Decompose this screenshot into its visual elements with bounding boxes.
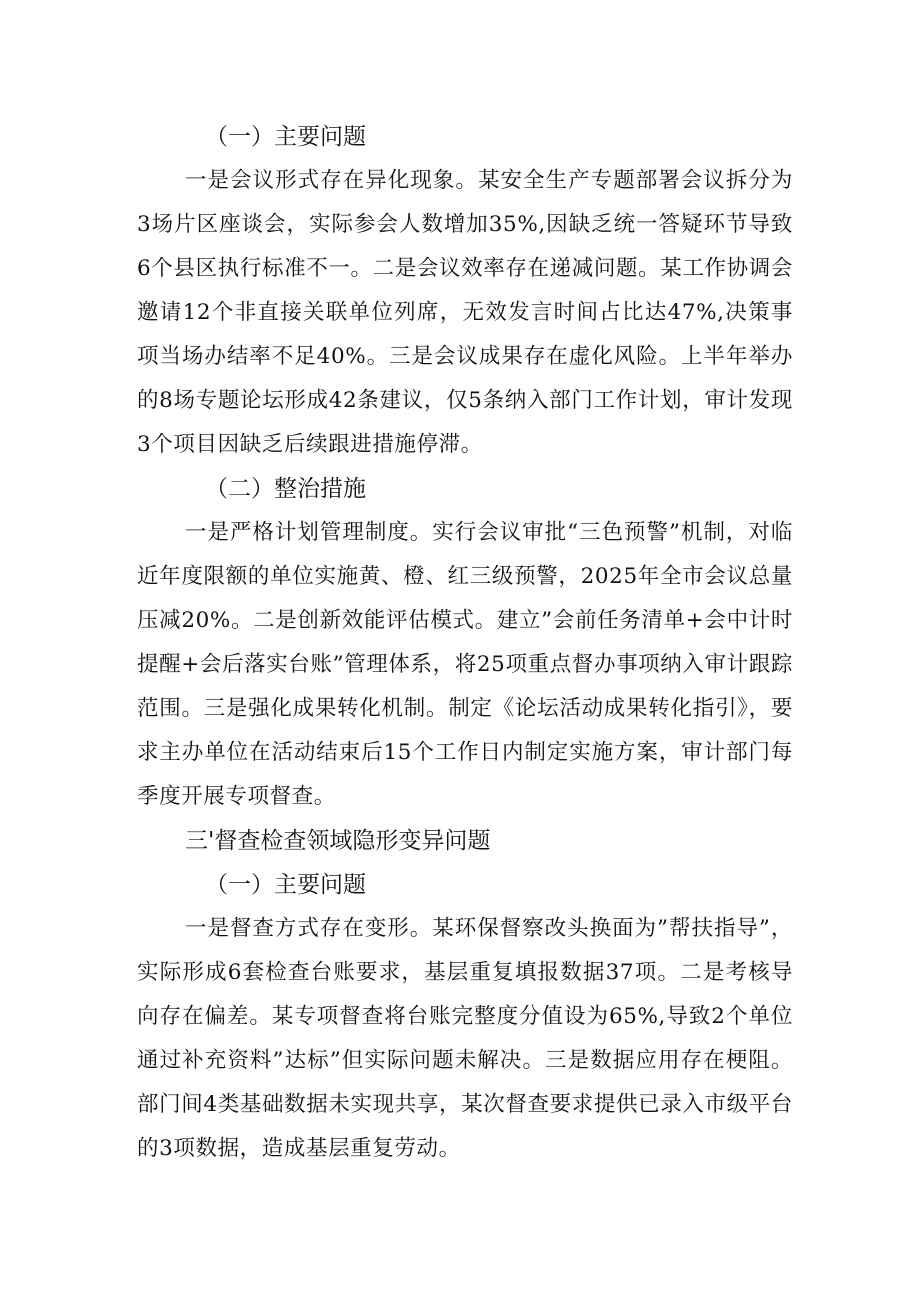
paragraph-remediation-measures: 一是严格计划管理制度。实行会议审批“三色预警”机制，对临近年度限额的单位实施黄、橙、红三级预警，2025年全市会议总量压减20%。二是创新效能评估模式。建立”会前任务清单+会中计时提醒+会后落实台账”管理体系，将25项重点督办事项纳入审计跟踪范围。三是强化成果转化机制。制定《论坛活动成果转化指引》，要求主办单位在活动结束后15个工作日内制定实施方案，审计部门每季度开展专项督查。 [137, 520, 793, 809]
subheading-remediation-measures: （二）整治措施 [205, 476, 366, 502]
section-heading-inspection: 三'督查检查领域隐形变异问题 [185, 828, 491, 854]
paragraph-inspection-problems: 一是督查方式存在变形。某环保督察改头换面为”帮扶指导”，实际形成6套检查台账要求，基层重复填报数据37项。二是考核导向存在偏差。某专项督查将台账完整度分值设为65%,导致2个单位通过补充资料”达标”但实际问题未解决。三是数据应用存在梗阻。部门间4类基础数据未实现共享，某次督查要求提供已录入市级平台的3项数据，造成基层重复劳动。 [137, 916, 793, 1161]
paragraph-meeting-problems: 一是会议形式存在异化现象。某安全生产专题部署会议拆分为3场片区座谈会，实际参会人数增加35%,因缺乏统一答疑环节导致6个县区执行标准不一。二是会议效率存在递减问题。某工作协调会邀请12个非直接关联单位列席，无效发言时间占比达47%,决策事项当场办结率不足40%。三是会议成果存在虚化风险。上半年举办的8场专题论坛形成42条建议，仅5条纳入部门工作计划，审计发现3个项目因缺乏后续跟进措施停滞。 [137, 168, 793, 457]
subheading-main-problems-2: （一）主要问题 [205, 872, 366, 898]
subheading-main-problems-1: （一）主要问题 [205, 124, 366, 150]
